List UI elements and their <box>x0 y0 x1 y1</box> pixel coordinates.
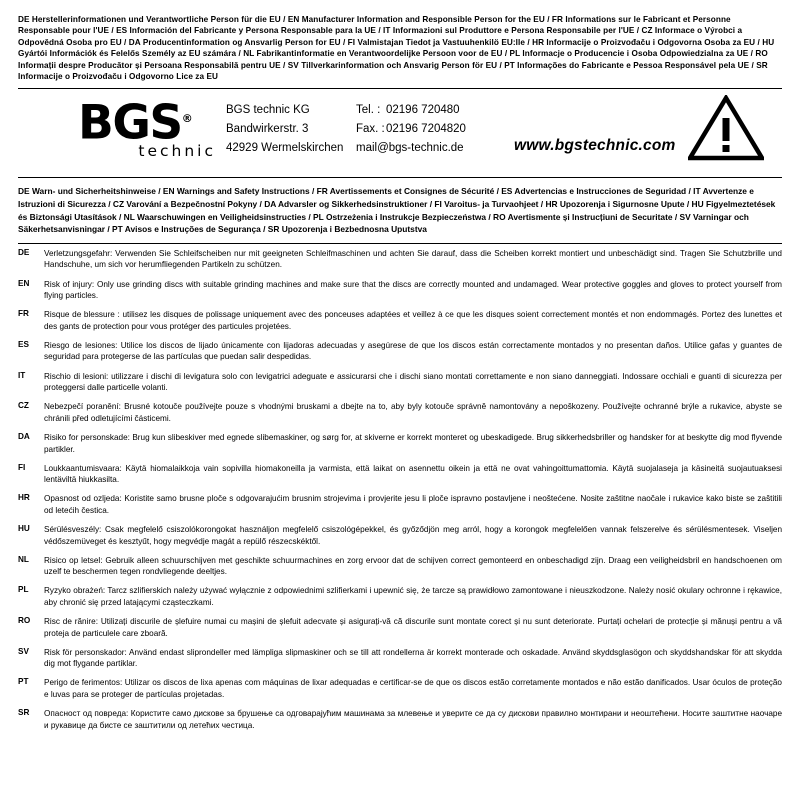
language-text: Risk för personskador: Använd endast sliprondeller med lämpliga slipmaskiner och se till att rondellerna är korrekt monterade och oskadade. Använd skyddsglasögon och skyddshandskar för att skydda dig mot flygande partiklar. <box>44 647 782 669</box>
language-text: Ryzyko obrażeń: Tarcz szlifierskich należy używać wyłącznie z odpowiednimi szlifierkami i upewnić się, że tarcze są prawidłowo zamontowane i nieuszkodzone. Należy nosić okulary ochronne i rękawice, aby chronić się przed latającymi cząsteczkami. <box>44 586 782 607</box>
email-value: @bgs-technic.de <box>377 142 464 155</box>
website-link[interactable]: www.bgstechnic.com <box>514 137 676 155</box>
language-text: Riesgo de lesiones: Utilice los discos de lijado únicamente con lijadoras adecuadas y asegúrese de que los discos están correctamente montados y no presentan daños. Utilice gafas y guantes de seguridad para protegerse de las partículas que puedan salir despedidas. <box>44 340 782 362</box>
telephone-row <box>356 101 466 120</box>
table-row <box>18 463 782 494</box>
language-text: Verletzungsgefahr: Verwenden Sie Schleifscheiben nur mit geeigneten Schleifmaschinen und achten Sie darauf, dass die Scheiben korrekt montiert und unbeschädigt sind. Tragen Sie Schutzbrille und Handschuhe, um sich vor herumfliegenden Partikeln zu schützen. <box>44 248 782 270</box>
company-city: 42929 Wermelskirchen <box>226 142 344 155</box>
logo-subtitle: technic <box>138 142 216 161</box>
company-address <box>226 101 343 158</box>
table-row <box>18 432 782 463</box>
table-row <box>18 493 782 524</box>
divider-bottom <box>18 243 782 244</box>
fax-row <box>356 120 466 139</box>
divider-top <box>18 88 782 89</box>
language-code: FI <box>18 462 26 472</box>
language-text: Sérülésveszély: Csak megfelelő csiszolókorongokat használjon megfelelő csiszológépekkel, és győződjön meg arról, hogy a korongok megfelelően vannak felszerelve és sérülésmentesek. Viseljen védőszemüveget és kesztyűt, hogy megvédje magát a repülő részecskéktől. <box>44 525 782 546</box>
registered-trademark-icon: ® <box>181 112 193 126</box>
table-row <box>18 585 782 616</box>
table-row <box>18 248 782 279</box>
telephone-label: Tel. : <box>356 104 381 117</box>
language-text: Risico op letsel: Gebruik alleen schuurschijven met geschikte schuurmachines en zorg ervoor dat de schijven correct gemonteerd en onbeschadigd zijn. Draag een veiligheidsbril en handschoenen om uzelf te beschermen tegen rondvliegende deeltjes. <box>44 555 782 577</box>
email-row <box>356 139 466 158</box>
safety-instructions-body <box>18 248 782 739</box>
warning-triangle-icon <box>688 95 764 161</box>
language-text: Risiko for personskade: Brug kun slibeskiver med egnede slibemaskiner, og sørg for, at skiverne er korrekt monteret og ubeskadigede. Brug sikkerhedsbriller og handsker for at beskytte dig mod flyvende partikler. <box>44 432 782 454</box>
language-code: DA <box>18 431 30 441</box>
language-code: NL <box>18 554 29 564</box>
language-code: IT <box>18 370 26 380</box>
logo-text: BGS <box>78 96 182 152</box>
language-text: Risk of injury: Only use grinding discs with suitable grinding machines and make sure that the discs are correctly mounted and undamaged. Wear protective goggles and gloves to protect yourself from flying particles. <box>44 279 782 301</box>
table-row <box>18 555 782 586</box>
language-text: Rischio di lesioni: utilizzare i dischi di levigatura solo con levigatrici adeguate e assicurarsi che i dischi siano montati correttamente e non siano danneggiati. Indossare occhiali e guanti di sicurezza per proteggersi dalle particelle volanti. <box>44 371 782 393</box>
language-text: Loukkaantumisvaara: Käytä hiomalaikkoja vain sopivilla hiomakoneilla ja varmista, että laikat on asennettu oikein ja että ne ovat vahingoittumattomia. Käytä suojalaseja ja käsineitä suojautuaksesi lentäviltä hiukkasilta. <box>44 463 782 485</box>
company-street: Bandwirkerstr. 3 <box>226 123 309 136</box>
language-code: PL <box>18 585 29 595</box>
table-row <box>18 371 782 402</box>
bgs-logo <box>78 97 218 160</box>
email-label: mail <box>356 142 378 155</box>
language-code: EN <box>18 278 30 288</box>
telephone-value: 02196 720480 <box>386 104 460 117</box>
language-code: PT <box>18 677 29 687</box>
table-row <box>18 401 782 432</box>
language-code: FR <box>18 309 29 319</box>
safety-instructions-heading: DE Warn- und Sicherheitshinweise / EN Warnings and Safety Instructions / FR Avertissements et Consignes de Sécurité / ES Advertencias e Instrucciones de Seguridad / IT Avvertenze e Istruzioni di Sicurezza / CZ Varování a Bezpečnostní Pokyny / DA Advarsler og Sikkerhedsinstruktioner / FI Varoitus- ja Turvaohjeet / HR Upozorenja i Sigurnosne Upute / HU Figyelmeztetések és Biztonsági Utasítások / NL Waarschuwingen en Veiligheidsinstructies / PL Ostrzeżenia i Instrukcje Bezpieczeństwa / RO Avertismente și Instrucțiuni de Securitate / SV Varningar och Säkerhetsanvisningar / PT Avisos e Instruções de Segurança / SR Upozorenja i Bezbednosna Uputstva <box>18 186 776 235</box>
language-code: ES <box>18 339 29 349</box>
language-text: Nebezpečí poranění: Brusné kotouče používejte pouze s vhodnými bruskami a dbejte na to, aby byly kotouče správně namontovány a nepoškozeny. Používejte ochranné brýle a rukavice, abyste se chránili před odletujícími částicemi. <box>44 402 782 423</box>
fax-value: 02196 7204820 <box>386 123 466 136</box>
table-row <box>18 647 782 678</box>
table-row <box>18 524 782 555</box>
company-name: BGS technic KG <box>226 104 310 117</box>
language-text: Опасност од повреда: Користите само дискове за брушење са одговарајућим машинама за млевење и уверите се да су дискови правилно монтирани и неоштећени. Носите заштитне наочаре и рукавице да бисте се заштитили од летећих честица. <box>44 709 782 730</box>
language-text: Perigo de ferimentos: Utilizar os discos de lixa apenas com máquinas de lixar adequadas e certificar-se de que os discos estão corretamente montados e não estão danificados. Usar óculos de proteção e luvas para se proteger de partículas projetadas. <box>44 678 782 700</box>
table-row <box>18 279 782 310</box>
table-row <box>18 616 782 647</box>
language-code: HR <box>18 493 30 503</box>
language-code: RO <box>18 616 31 626</box>
company-contact <box>356 101 466 158</box>
table-row <box>18 340 782 371</box>
fax-label: Fax. : <box>356 123 385 136</box>
language-code: HU <box>18 524 30 533</box>
divider-middle <box>18 177 782 178</box>
language-code: SR <box>18 708 30 718</box>
company-information-band <box>18 91 782 173</box>
language-text: Risc de rănire: Utilizați discurile de șlefuire numai cu mașini de șlefuit adecvate și asigurați-vă că discurile sunt montate corect și nu sunt deteriorate. Purtați ochelari de protecție și mănuși pentru a vă proteja de particulele care zboară. <box>44 617 782 638</box>
safety-instructions-table <box>18 248 782 739</box>
table-row <box>18 677 782 708</box>
manufacturer-info-heading: DE Herstellerinformationen und Verantwortliche Person für die EU / EN Manufacturer Information and Responsible Person for the EU / FR Informations sur le Fabricant et Personne Responsable pour l'UE / ES Información del Fabricante y Persona Responsable para la UE / IT Informazioni sul Produttore e Persona Responsabile per l'UE / CZ Informace o Výrobci a Odpovědná Osoba pro EU / DA Producentinformation og Ansvarlig Person for EU / FI Valmistajan Tiedot ja Vastuuhenkilö EU:lle / HR Informacije o Proizvođaču i Odgovorna Osoba za EU / HU Gyártói Információk és Felelős Személy az EU számára / NL Fabrikantinformatie en Verantwoordelijke Persoon voor de EU / PL Informacje o Producencie i Osoba Odpowiedzialna za UE / RO Informații despre Producător și Persoana Responsabilă pentru UE / SV Tillverkarinformation och Ansvarig Person för EU / PT Informações do Fabricante e Pessoa Responsável pela UE / SR Informacije o Proizvođaču i Odgovorno Lice za EU <box>18 15 775 82</box>
language-code: DE <box>18 247 30 257</box>
table-row <box>18 708 782 739</box>
language-text: Risque de blessure : utilisez les disques de polissage uniquement avec des ponceuses adaptées et veillez à ce que les disques soient correctement montés et non endommagés. Portez des lunettes et des gants de protection pour vous protéger des particules projetées. <box>44 310 782 331</box>
language-text: Opasnost od ozljeda: Koristite samo brusne ploče s odgovarajućim brusnim strojevima i provjerite jesu li ploče ispravno postavljene i neoštećene. Nosite zaštitne naočale i rukavice kako biste se zaštitili od letećih čestica. <box>44 494 782 515</box>
table-row <box>18 309 782 340</box>
language-code: CZ <box>18 401 29 411</box>
language-code: SV <box>18 646 29 656</box>
